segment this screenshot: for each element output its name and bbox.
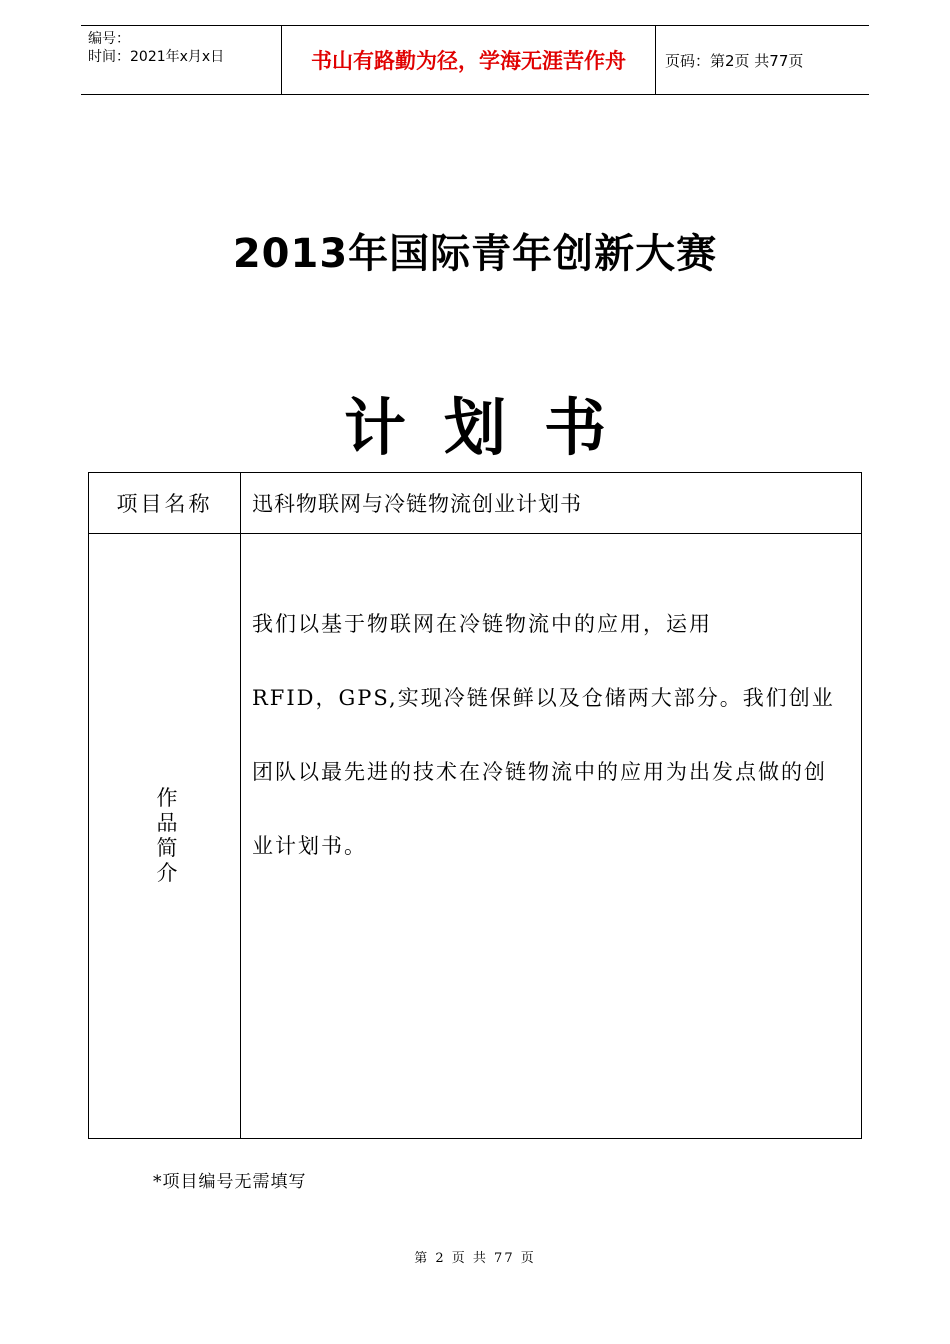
intro-label-char: 作 — [156, 786, 178, 810]
footnote: *项目编号无需填写 — [153, 1172, 307, 1192]
project-name-value: 迅科物联网与冷链物流创业计划书 — [252, 492, 582, 516]
intro-text — [252, 604, 856, 900]
intro-label-char: 介 — [156, 861, 178, 885]
intro-label-cell — [89, 534, 241, 1138]
intro-label-char: 简 — [156, 836, 178, 860]
document-title: 2013年国际青年创新大赛 — [232, 231, 718, 277]
document-subtitle: 计划书 — [343, 391, 644, 464]
page-footer: 第 2 页 共 77 页 — [414, 1251, 536, 1266]
intro-label — [155, 786, 179, 886]
header-meta — [81, 26, 282, 94]
intro-line: 我们以基于物联网在冷链物流中的应用，运用 — [252, 612, 712, 636]
intro-line: RFID，GPS,实现冷链保鲜以及仓储两大部分。我们创业 — [252, 686, 835, 710]
project-name-row — [89, 473, 861, 534]
intro-row — [89, 534, 861, 1138]
intro-label-char: 品 — [156, 811, 178, 835]
intro-line: 团队以最先进的技术在冷链物流中的应用为出发点做的创 — [252, 760, 827, 784]
header-page-info: 页码：第2页 共77页 — [665, 51, 804, 70]
header-motto: 书山有路勤为径，学海无涯苦作舟 — [282, 26, 656, 94]
project-table — [88, 472, 862, 1139]
code-label: 编号： — [88, 31, 130, 47]
time-label: 时间：2021年x月x日 — [88, 49, 225, 65]
intro-line: 业计划书。 — [252, 834, 367, 858]
project-name-label: 项目名称 — [89, 473, 241, 533]
page-header — [81, 25, 869, 95]
